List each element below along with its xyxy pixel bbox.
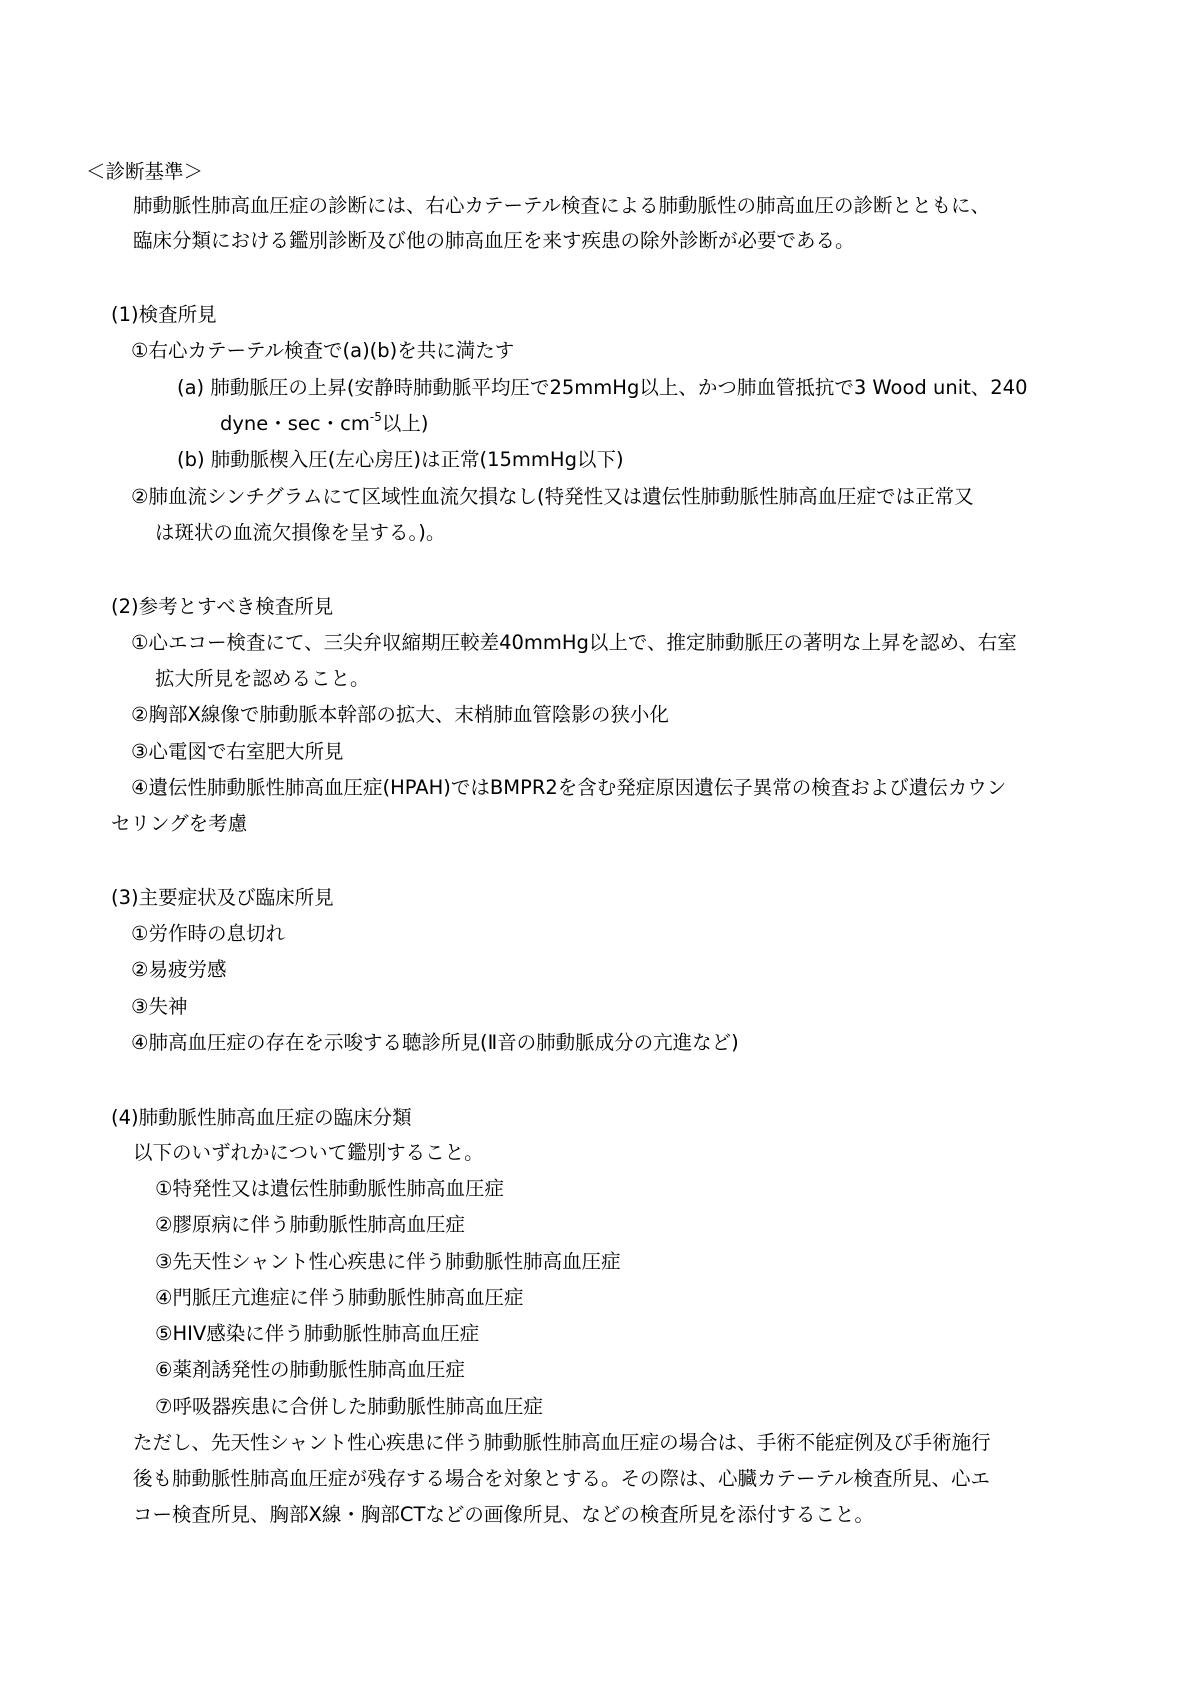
sub-a-units: dyne・sec・cm bbox=[220, 412, 370, 435]
intro-line-1: 肺動脈性肺高血圧症の診断には、右心カテーテル検査による肺動脈性の肺高血圧の診断とともに、 bbox=[133, 194, 991, 217]
section-1-item-2-line-1: ②肺血流シンチグラムにて区域性血流欠損なし(特発性又は遺伝性肺動脈性肺高血圧症では正常又 bbox=[131, 485, 974, 508]
classification-item: ①特発性又は遺伝性肺動脈性肺高血圧症 bbox=[155, 1177, 504, 1200]
section-2-heading: (2)参考とすべき検査所見 bbox=[111, 595, 334, 618]
section-2-item-1-line-1: ①心エコー検査にて、三尖弁収縮期圧較差40mmHg以上で、推定肺動脈圧の著明な上昇を認め、右室 bbox=[131, 631, 1017, 654]
classification-item: ③先天性シャント性心疾患に伴う肺動脈性肺高血圧症 bbox=[155, 1250, 621, 1273]
section-3-item: ③失神 bbox=[131, 995, 188, 1018]
section-3-heading: (3)主要症状及び臨床所見 bbox=[111, 886, 334, 909]
section-2-item-1-line-2: 拡大所見を認めること。 bbox=[155, 667, 370, 690]
criteria-title: ＜診断基準＞ bbox=[86, 160, 204, 183]
section-1-sub-a-line-1: (a) 肺動脈圧の上昇(安静時肺動脈平均圧で25mmHg以上、かつ肺血管抵抗で3 Wood unit、240 bbox=[177, 376, 1028, 399]
classification-item: ②膠原病に伴う肺動脈性肺高血圧症 bbox=[155, 1213, 465, 1236]
section-1-item-1: ①右心カテーテル検査で(a)(b)を共に満たす bbox=[131, 339, 515, 362]
section-2-item-2: ②胸部X線像で肺動脈本幹部の拡大、末梢肺血管陰影の狭小化 bbox=[131, 703, 669, 726]
section-1-sub-b: (b) 肺動脈楔入圧(左心房圧)は正常(15mmHg以下) bbox=[177, 448, 624, 471]
classification-item: ⑦呼吸器疾患に合併した肺動脈性肺高血圧症 bbox=[155, 1395, 543, 1418]
section-3-item: ②易疲労感 bbox=[131, 958, 227, 981]
section-3-item: ①労作時の息切れ bbox=[131, 922, 285, 945]
sub-a-suffix: 以上) bbox=[381, 412, 429, 435]
section-2-item-3: ③心電図で右室肥大所見 bbox=[131, 740, 344, 763]
section-1-sub-a-line-2 bbox=[220, 409, 429, 436]
classification-item: ⑤HIV感染に伴う肺動脈性肺高血圧症 bbox=[155, 1322, 480, 1345]
section-4-note-line-3: コー検査所見、胸部X線・胸部CTなどの画像所見、などの検査所見を添付すること。 bbox=[133, 1503, 874, 1526]
section-2-item-4-line-1: ④遺伝性肺動脈性肺高血圧症(HPAH)ではBMPR2を含む発症原因遺伝子異常の検査および遺伝カウン bbox=[131, 776, 1007, 799]
section-4-note-line-1: ただし、先天性シャント性心疾患に伴う肺動脈性肺高血圧症の場合は、手術不能症例及び手術施行 bbox=[133, 1431, 991, 1454]
classification-item: ⑥薬剤誘発性の肺動脈性肺高血圧症 bbox=[155, 1358, 465, 1381]
classification-item: ④門脈圧亢進症に伴う肺動脈性肺高血圧症 bbox=[155, 1286, 524, 1309]
sub-a-exponent: -5 bbox=[369, 409, 382, 424]
section-3-item: ④肺高血圧症の存在を示唆する聴診所見(Ⅱ音の肺動脈成分の亢進など) bbox=[131, 1031, 739, 1054]
section-4-heading: (4)肺動脈性肺高血圧症の臨床分類 bbox=[111, 1106, 412, 1129]
intro-line-2: 臨床分類における鑑別診断及び他の肺高血圧を来す疾患の除外診断が必要である。 bbox=[133, 229, 855, 252]
section-1-item-2-line-2: は斑状の血流欠損像を呈する。)。 bbox=[155, 521, 446, 544]
section-4-lead: 以下のいずれかについて鑑別すること。 bbox=[133, 1141, 484, 1164]
section-4-note-line-2: 後も肺動脈性肺高血圧症が残存する場合を対象とする。その際は、心臓カテーテル検査所見、心エ bbox=[133, 1467, 991, 1490]
section-2-item-4-line-2: セリングを考慮 bbox=[111, 812, 248, 835]
section-1-heading: (1)検査所見 bbox=[111, 303, 217, 326]
